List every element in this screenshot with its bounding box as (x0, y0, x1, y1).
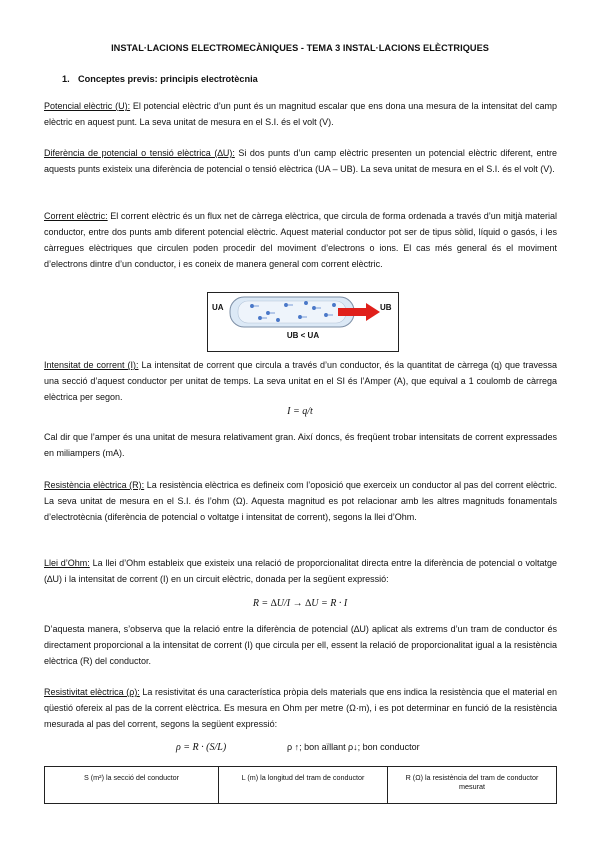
term-resistencia: Resistència elèctrica (R): (44, 480, 145, 490)
paragraph-ohm-note: D’aquesta manera, s’observa que la relació entre la diferència de potencial (∆U) aplicat als extrems d’un tram de conductor és directament proporcional a la intensitat de corrent (I) que circula per ell, essent la relació de proporcionalitat igual a la resistència elèctrica (R) del conductor. (44, 624, 557, 666)
paragraph-ohm (44, 556, 557, 588)
formula-intensitat: I = q/t (287, 406, 313, 417)
text-intensitat: La intensitat de corrent que circula a través d’un conductor, és la quantitat de càrrega (q) que travessa una secció d’aquest conductor per unitat de temps. La seva unitat en el SI és l’Amper (A), que equival a 1 coulomb de càrrega elèctrica per segon. (44, 360, 557, 402)
label-ub: UB (380, 303, 392, 312)
text-resistivitat: La resistivitat és una característica pròpia dels materials que ens indica la resistència que el material en qüestió ofereix al pas de la corrent elèctrica. Es mesura en Ohm per metre (Ω·m), i es pot determinar en funció de la resistència mesurada al pas del corrent, segons la següent expressió: (44, 687, 557, 729)
conductor-inner (238, 301, 346, 323)
text-diferencia: Si dos punts d’un camp elèctric presenten un potencial elèctric diferent, entre aquests punts existeix una diferència de potencial o tensió elèctrica (UA – UB). La seva unitat de mesura en el S.I. és el volt (V). (44, 148, 557, 174)
paragraph-corrent (44, 209, 557, 273)
term-corrent: Corrent elèctric: (44, 211, 108, 221)
term-ohm: Llei d’Ohm: (44, 558, 90, 568)
text-potencial: El potencial elèctric d’un punt és un magnitud escalar que ens dona una mesura de la intensitat del camp elèctric en aquest punt. La seva unitat de mesura en el S.I. és el volt (V). (44, 101, 557, 127)
paragraph-potencial (44, 99, 557, 131)
paragraph-diferencia (44, 146, 557, 178)
text-resistencia: La resistència elèctrica es defineix com l’oposició que exerceix un conductor al pas del corrent elèctric. La seva unitat de mesura en el S.I. és l’ohm (Ω). Aquesta magnitud es pot relacionar amb les altres magnituds fonamentals d’electrotècnia (diferència de potencial o voltatge i intensitat de corrent), segons la llei d’Ohm. (44, 480, 557, 522)
term-diferencia: Diferència de potencial o tensió elèctrica (∆U): (44, 148, 235, 158)
current-flow-diagram (207, 292, 399, 352)
formula-resistivitat: ρ = R · (S/L) (176, 742, 227, 753)
table-row (45, 767, 557, 804)
section-heading (62, 74, 258, 84)
term-intensitat: Intensitat de corrent (I): (44, 360, 139, 370)
term-potencial: Potencial elèctric (U): (44, 101, 131, 111)
paragraph-resistencia (44, 478, 557, 526)
formula-bon-conductor: ρ↓; bon conductor (348, 742, 420, 752)
section-title: Conceptes previs: principis electrotècnia (78, 74, 258, 84)
table-cell-resistencia: R (Ω) la resistència del tram de conductor mesurat (388, 767, 557, 804)
variables-table (44, 766, 557, 804)
section-number: 1. (62, 74, 70, 84)
formula-ohm: R = ∆U/I → ∆U = R · I (252, 598, 348, 609)
document-title: INSTAL·LACIONS ELECTROMECÀNIQUES - TEMA 3 INSTAL·LACIONS ELÈCTRIQUES (111, 43, 489, 53)
paragraph-resistivitat (44, 685, 557, 733)
paragraph-amper-note: Cal dir que l’amper és una unitat de mesura relativament gran. Així doncs, és freqüent trobar intensitats de corrent expressades en miliampers (mA). (44, 432, 557, 458)
text-corrent: El corrent elèctric és un flux net de càrrega elèctrica, que circula de forma ordenada a través d’un mitjà material conductor, entre dos punts amb diferent potencial elèctric. Aquest material conductor pot ser de tipus sòlid, líquid o gasós, i les càrregues elèctriques que circulen poden procedir del moviment d’electrons o ions. El cas més general és el moviment d’electrons dintre d’un conductor, i es coneix de manera general com corrent elèctric. (44, 211, 557, 269)
paragraph-intensitat (44, 358, 557, 406)
formula-bon-aillant: ρ ↑; bon aïllant (287, 742, 346, 752)
text-ohm: La llei d’Ohm estableix que existeix una relació de proporcionalitat directa entre la diferència de potencial o voltatge (∆U) i la intensitat de corrent (I) en un circuit elèctric, donada per la següent expressió: (44, 558, 557, 584)
table-cell-seccio: S (m²) la secció del conductor (45, 767, 219, 804)
diagram-caption: UB < UA (286, 331, 320, 340)
term-resistivitat: Resistivitat elèctrica (ρ): (44, 687, 140, 697)
table-cell-longitud: L (m) la longitud del tram de conductor (219, 767, 388, 804)
label-ua: UA (212, 303, 224, 312)
